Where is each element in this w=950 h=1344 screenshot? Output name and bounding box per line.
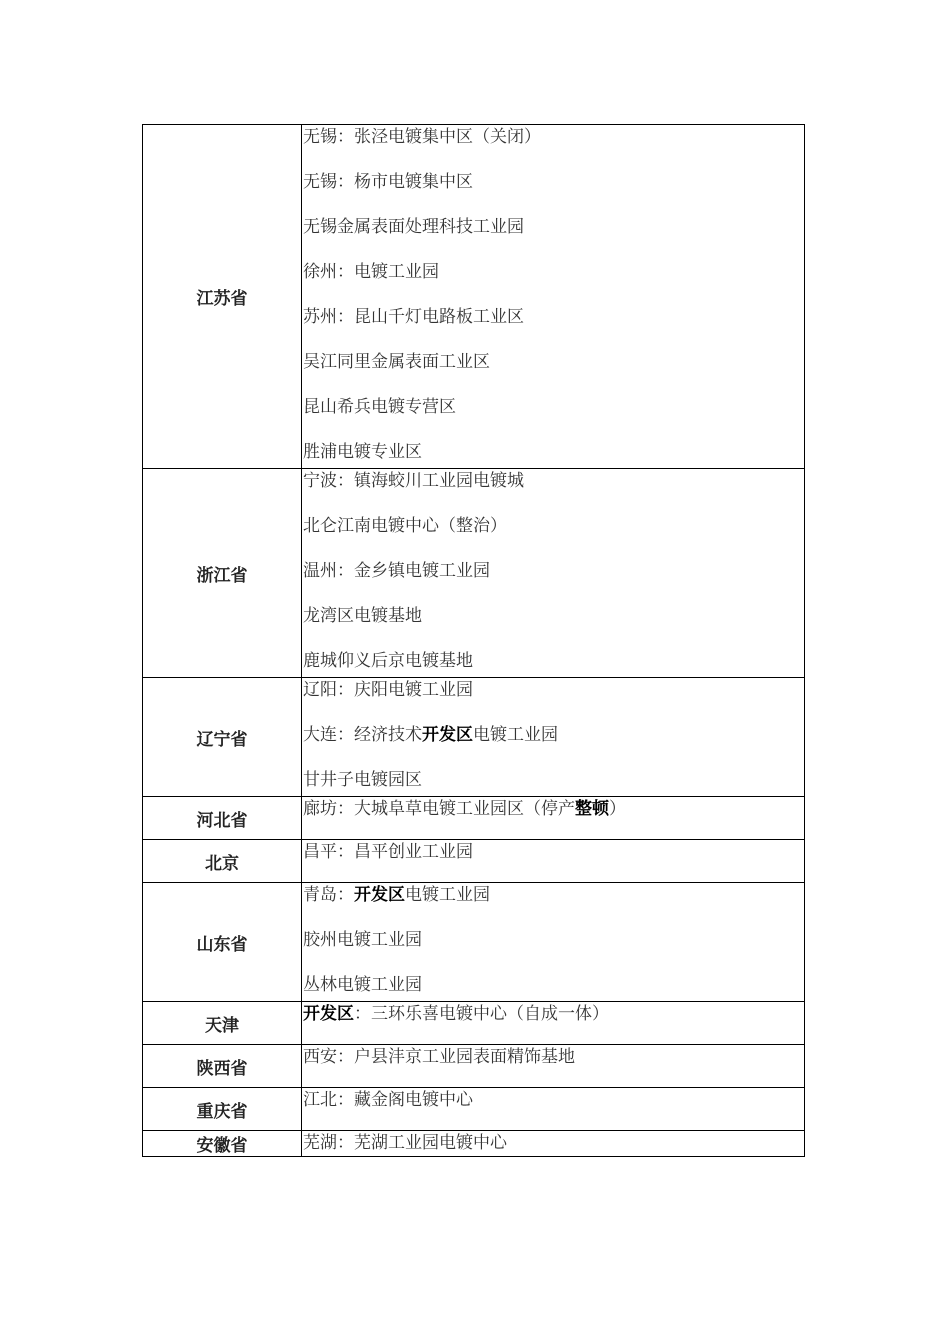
park-text: 无锡：杨市电镀集中区 <box>303 172 473 192</box>
park-text: 徐州：电镀工业园 <box>303 262 439 282</box>
province-name-cell: 河北省 <box>143 797 302 840</box>
park-text: 昆山希兵电镀专营区 <box>303 397 456 417</box>
park-text: 江北：藏金阁电镀中心 <box>303 1090 473 1110</box>
province-row <box>143 125 805 469</box>
province-name-cell: 北京 <box>143 840 302 883</box>
park-text: 龙湾区电镀基地 <box>303 606 422 626</box>
park-list-item <box>302 973 804 997</box>
province-name-cell: 江苏省 <box>143 125 302 469</box>
park-text: 苏州：昆山千灯电路板工业区 <box>303 307 524 327</box>
park-text: 温州：金乡镇电镀工业园 <box>303 561 490 581</box>
park-text: 丛林电镀工业园 <box>303 975 422 995</box>
province-name-cell: 山东省 <box>143 883 302 1002</box>
park-list-cell <box>302 1131 805 1157</box>
province-row <box>143 678 805 797</box>
province-row <box>143 469 805 678</box>
park-text: 青岛： <box>303 885 354 905</box>
park-text: 廊坊：大城阜草电镀工业园区（停产 <box>303 799 575 819</box>
park-list-item <box>302 440 804 464</box>
park-list-item <box>302 678 804 702</box>
park-list-cell <box>302 1088 805 1131</box>
park-list-item <box>302 1131 804 1155</box>
park-text: 宁波：镇海蛟川工业园电镀城 <box>303 471 524 491</box>
park-text-emphasis: 开发区 <box>303 1004 354 1024</box>
park-text-emphasis: 整顿 <box>575 799 609 819</box>
park-text: 电镀工业园 <box>405 885 490 905</box>
park-text-emphasis: 开发区 <box>354 885 405 905</box>
park-text: 西安：户县沣京工业园表面精饰基地 <box>303 1047 575 1067</box>
park-list-item <box>302 797 804 821</box>
park-text-emphasis: 开发区 <box>422 725 473 745</box>
park-list-item <box>302 305 804 329</box>
province-row <box>143 1088 805 1131</box>
province-row <box>143 1045 805 1088</box>
province-name-cell: 陕西省 <box>143 1045 302 1088</box>
park-text: 吴江同里金属表面工业区 <box>303 352 490 372</box>
park-list-item <box>302 125 804 149</box>
plating-parks-table-body <box>143 125 805 1157</box>
park-list-item <box>302 350 804 374</box>
park-text: 鹿城仰义后京电镀基地 <box>303 651 473 671</box>
province-name-cell: 辽宁省 <box>143 678 302 797</box>
province-name-cell: 浙江省 <box>143 469 302 678</box>
park-list-item <box>302 840 804 864</box>
province-row <box>143 1002 805 1045</box>
park-list-item <box>302 215 804 239</box>
park-list-item <box>302 1002 804 1026</box>
park-list-item <box>302 260 804 284</box>
park-text: 昌平：昌平创业工业园 <box>303 842 473 862</box>
park-list-cell <box>302 797 805 840</box>
province-row <box>143 840 805 883</box>
park-list-item <box>302 723 804 747</box>
park-list-item <box>302 395 804 419</box>
park-list-item <box>302 928 804 952</box>
province-name-cell: 安徽省 <box>143 1131 302 1157</box>
park-text: ：三环乐喜电镀中心（自成一体） <box>354 1004 609 1024</box>
park-list-item <box>302 883 804 907</box>
province-name-cell: 天津 <box>143 1002 302 1045</box>
plating-parks-table <box>142 124 805 1157</box>
park-text: 无锡金属表面处理科技工业园 <box>303 217 524 237</box>
park-list-cell <box>302 840 805 883</box>
park-text: 无锡：张泾电镀集中区（关闭） <box>303 127 541 147</box>
park-text: ） <box>609 799 626 819</box>
province-name-cell: 重庆省 <box>143 1088 302 1131</box>
park-list-cell <box>302 469 805 678</box>
park-text: 电镀工业园 <box>473 725 558 745</box>
province-row <box>143 883 805 1002</box>
park-list-item <box>302 1088 804 1112</box>
park-list-cell <box>302 1045 805 1088</box>
park-text: 大连：经济技术 <box>303 725 422 745</box>
park-list-item <box>302 649 804 673</box>
park-list-item <box>302 469 804 493</box>
park-list-cell <box>302 125 805 469</box>
park-text: 北仑江南电镀中心（整治） <box>303 516 507 536</box>
park-text: 胶州电镀工业园 <box>303 930 422 950</box>
park-list-item <box>302 604 804 628</box>
park-list-cell <box>302 883 805 1002</box>
park-text: 胜浦电镀专业区 <box>303 442 422 462</box>
park-text: 甘井子电镀园区 <box>303 770 422 790</box>
province-row <box>143 797 805 840</box>
park-list-cell <box>302 678 805 797</box>
park-text: 芜湖：芜湖工业园电镀中心 <box>303 1133 507 1153</box>
park-list-item <box>302 514 804 538</box>
park-list-item <box>302 1045 804 1069</box>
park-list-item <box>302 170 804 194</box>
province-row <box>143 1131 805 1157</box>
park-text: 辽阳：庆阳电镀工业园 <box>303 680 473 700</box>
park-list-item <box>302 768 804 792</box>
park-list-cell <box>302 1002 805 1045</box>
park-list-item <box>302 559 804 583</box>
